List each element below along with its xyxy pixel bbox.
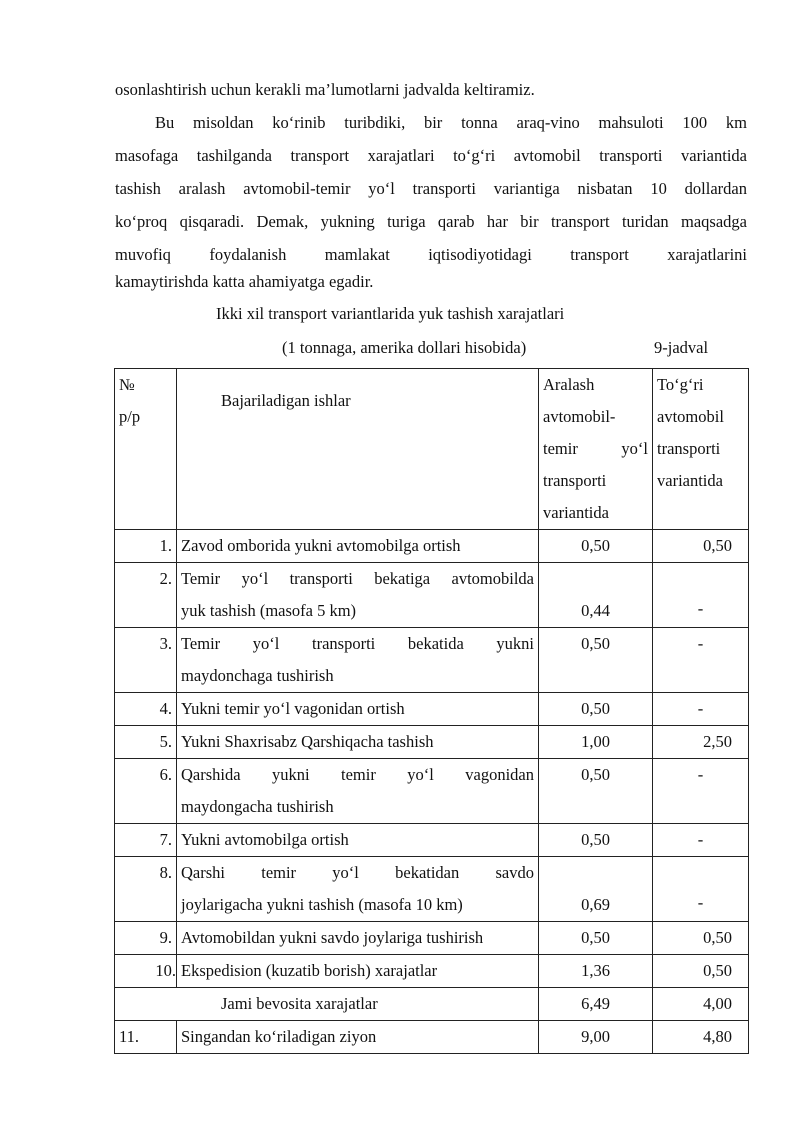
table-row xyxy=(115,628,749,693)
row-direct-value: 0,50 xyxy=(653,955,749,988)
row-number: 10. xyxy=(115,955,177,988)
row-description xyxy=(177,628,539,693)
total-label: Jami bevosita xarajatlar xyxy=(115,988,539,1021)
header-direct-line-2: avtomobil xyxy=(657,407,724,426)
row-number: 7. xyxy=(115,824,177,857)
row-number: 11. xyxy=(115,1021,177,1054)
row-description: Avtomobildan yukni savdo joylariga tushirish xyxy=(177,922,539,955)
row-direct-value: - xyxy=(653,628,749,693)
table-row xyxy=(115,726,749,759)
paragraph-line-6: kamaytirishda katta ahamiyatga egadir. xyxy=(115,272,374,291)
row-mixed-value: 0,50 xyxy=(539,530,653,563)
row-number: 8. xyxy=(115,857,177,922)
row-description-line-1: Temir yo‘l transporti bekatida yukni xyxy=(181,634,534,653)
row-mixed-value: 0,69 xyxy=(539,857,653,922)
header-number-symbol: № xyxy=(119,375,135,394)
header-mixed-line-2: avtomobil- xyxy=(543,407,616,426)
row-mixed-value: 0,50 xyxy=(539,922,653,955)
table-row xyxy=(115,759,749,824)
row-mixed-value: 0,50 xyxy=(539,628,653,693)
header-number-pp: p/p xyxy=(119,407,141,426)
row-number: 5. xyxy=(115,726,177,759)
header-mixed-line-3: temir yo‘l xyxy=(543,439,648,458)
paragraph-line-4: ko‘proq qisqaradi. Demak, yukning turiga qarab har bir transport turidan maqsadga xyxy=(115,212,747,231)
table-row xyxy=(115,563,749,628)
row-mixed-value: 0,50 xyxy=(539,759,653,824)
row-number: 2. xyxy=(115,563,177,628)
row-description xyxy=(177,857,539,922)
table-row xyxy=(115,530,749,563)
paragraph-line-5: muvofiq foydalanish mamlakat iqtisodiyotidagi transport xarajatlarini xyxy=(115,245,747,264)
table-row xyxy=(115,955,749,988)
row-description-line-1: Qarshida yukni temir yo‘l vagonidan xyxy=(181,765,534,784)
row-description: Zavod omborida yukni avtomobilga ortish xyxy=(177,530,539,563)
row-description: Yukni Shaxrisabz Qarshiqacha tashish xyxy=(177,726,539,759)
row-description-line-1: Temir yo‘l transporti bekatiga avtomobilda xyxy=(181,569,534,588)
table-row xyxy=(115,824,749,857)
row-mixed-value: 1,00 xyxy=(539,726,653,759)
row-description: Yukni temir yo‘l vagonidan ortish xyxy=(177,693,539,726)
header-work xyxy=(177,369,539,530)
intro-line: osonlashtirish uchun kerakli ma’lumotlarni jadvalda keltiramiz. xyxy=(115,80,535,99)
row-direct-value: - xyxy=(653,693,749,726)
table-row xyxy=(115,693,749,726)
row-direct-value: - xyxy=(653,563,749,628)
row-mixed-value: 0,50 xyxy=(539,693,653,726)
row-description-line-1: Qarshi temir yo‘l bekatidan savdo xyxy=(181,863,534,882)
paragraph-line-2: masofaga tashilganda transport xarajatlari to‘g‘ri avtomobil transporti variantida xyxy=(115,146,747,165)
row-description: Singandan ko‘riladigan ziyon xyxy=(177,1021,539,1054)
total-mixed-value: 6,49 xyxy=(539,988,653,1021)
row-direct-value: 0,50 xyxy=(653,530,749,563)
row-mixed-value: 0,44 xyxy=(539,563,653,628)
row-description-line-2: joylarigacha yukni tashish (masofa 10 km) xyxy=(181,895,463,914)
header-direct xyxy=(653,369,749,530)
row-mixed-value: 1,36 xyxy=(539,955,653,988)
table-total-row xyxy=(115,988,749,1021)
paragraph-line-1: Bu misoldan ko‘rinib turibdiki, bir tonna araq-vino mahsuloti 100 km xyxy=(155,113,747,132)
row-description-line-2: yuk tashish (masofa 5 km) xyxy=(181,601,357,620)
header-number xyxy=(115,369,177,530)
header-work-label: Bajariladigan ishlar xyxy=(221,391,351,410)
row-description xyxy=(177,759,539,824)
row-mixed-value: 9,00 xyxy=(539,1021,653,1054)
row-direct-value: 2,50 xyxy=(653,726,749,759)
table-subtitle: (1 tonnaga, amerika dollari hisobida) xyxy=(282,338,527,357)
row-description-line-2: maydongacha tushirish xyxy=(181,797,334,816)
table-row xyxy=(115,1021,749,1054)
row-description: Ekspedision (kuzatib borish) xarajatlar xyxy=(177,955,539,988)
header-direct-line-3: transporti xyxy=(657,439,721,458)
table-title: Ikki xil transport variantlarida yuk tashish xarajatlari xyxy=(216,304,565,323)
table-number: 9-jadval xyxy=(654,338,709,357)
header-mixed-line-4: transporti xyxy=(543,471,607,490)
row-direct-value: - xyxy=(653,857,749,922)
row-direct-value: 0,50 xyxy=(653,922,749,955)
row-description: Yukni avtomobilga ortish xyxy=(177,824,539,857)
header-mixed xyxy=(539,369,653,530)
row-description-line-2: maydonchaga tushirish xyxy=(181,666,334,685)
table-row xyxy=(115,857,749,922)
row-direct-value: - xyxy=(653,824,749,857)
table-header-row xyxy=(115,369,749,530)
row-number: 6. xyxy=(115,759,177,824)
row-number: 1. xyxy=(115,530,177,563)
table-row xyxy=(115,922,749,955)
row-mixed-value: 0,50 xyxy=(539,824,653,857)
header-direct-line-4: variantida xyxy=(657,471,723,490)
row-description xyxy=(177,563,539,628)
row-direct-value: 4,80 xyxy=(653,1021,749,1054)
header-mixed-line-1: Aralash xyxy=(543,375,595,394)
row-number: 4. xyxy=(115,693,177,726)
header-direct-line-1: To‘g‘ri xyxy=(657,375,704,394)
header-mixed-line-5: variantida xyxy=(543,503,609,522)
row-direct-value: - xyxy=(653,759,749,824)
row-number: 9. xyxy=(115,922,177,955)
row-number: 3. xyxy=(115,628,177,693)
cost-table xyxy=(114,368,749,1054)
paragraph-line-3: tashish aralash avtomobil-temir yo‘l transporti variantiga nisbatan 10 dollardan xyxy=(115,179,747,198)
total-direct-value: 4,00 xyxy=(653,988,749,1021)
